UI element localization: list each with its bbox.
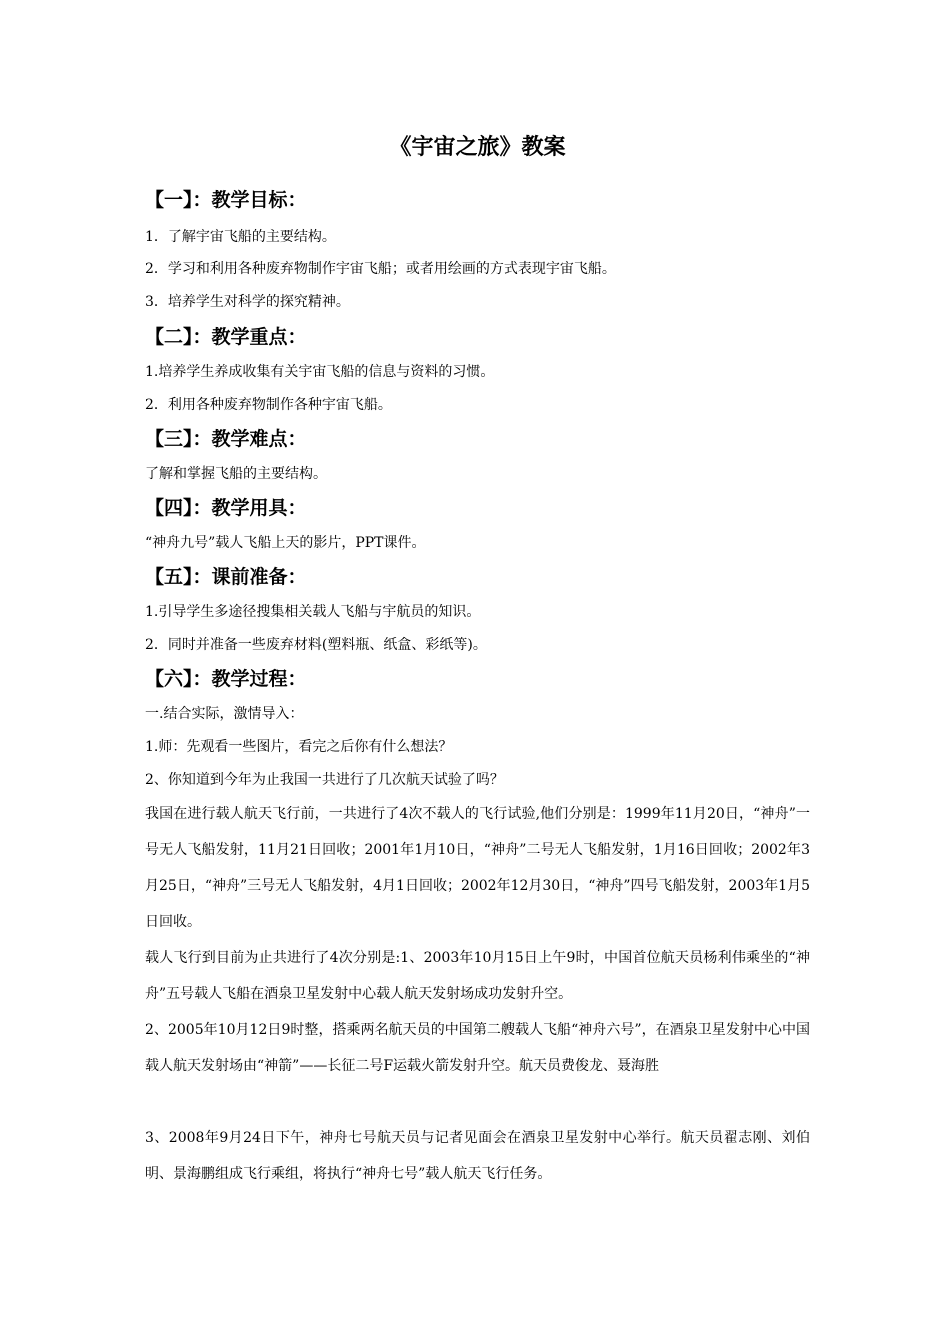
preparation-item: 1.引导学生多途径搜集相关载人飞船与宇航员的知识。: [145, 604, 481, 620]
section-heading-preparation: 【五】：课前准备：: [145, 566, 307, 588]
key-point-item: 2．利用各种废弃物制作各种宇宙飞船。: [145, 397, 392, 413]
objective-item: 1．了解宇宙飞船的主要结构。: [145, 229, 336, 245]
objective-item: 2．学习和利用各种废弃物制作宇宙飞船；或者用绘画的方式表现宇宙飞船。: [145, 261, 616, 277]
process-item: 2、你知道到今年为止我国一共进行了几次航天试验了吗？: [145, 772, 504, 788]
section-heading-objectives: 【一】：教学目标：: [145, 189, 307, 211]
process-item: 一.结合实际，激情导入：: [145, 706, 304, 722]
section-heading-key-points: 【二】：教学重点：: [145, 326, 307, 348]
difficulty-item: 了解和掌握飞船的主要结构。: [145, 466, 327, 482]
section-heading-teaching-process: 【六】：教学过程：: [145, 668, 307, 690]
section-heading-teaching-tools: 【四】：教学用具：: [145, 497, 307, 519]
objective-item: 3．培养学生对科学的探究精神。: [145, 294, 350, 310]
manned-flights-paragraph: 载人飞行到目前为止共进行了4次分别是:1、2003年10月15日上午9时，中国首位航天员杨利伟乘坐的“神舟”五号载人飞船在酒泉卫星发射中心载人航天发射场成功发射升空。: [145, 950, 810, 1002]
document-title: 《宇宙之旅》教案: [389, 135, 566, 160]
teaching-tool-item: “神舟九号”载人飞船上天的影片，PPT课件。: [145, 535, 426, 551]
key-point-item: 1.培养学生养成收集有关宇宙飞船的信息与资料的习惯。: [145, 364, 495, 380]
shenzhou-7-paragraph: 3、2008年9月24日下午，神舟七号航天员与记者见面会在酒泉卫星发射中心举行。航天员翟志刚、刘伯明、景海鹏组成飞行乘组，将执行“神舟七号”载人航天飞行任务。: [145, 1130, 810, 1182]
section-heading-difficulties: 【三】：教学难点：: [145, 428, 307, 450]
unmanned-flights-paragraph: 我国在进行载人航天飞行前，一共进行了4次不载人的飞行试验,他们分别是：1999年11月20日，“神舟”一号无人飞船发射，11月21日回收；2001年1月10日，“神舟”二号无人飞船发射，1月16日回收；2002年3月25日，“神舟”三号无人飞船发射，4月1日回收；2002年12月30日，“神舟”四号飞船发射，2003年1月5日回收。: [145, 806, 810, 930]
shenzhou-6-paragraph: 2、2005年10月12日9时整，搭乘两名航天员的中国第二艘载人飞船“神舟六号”，在酒泉卫星发射中心中国载人航天发射场由“神箭”——长征二号F运载火箭发射升空。航天员费俊龙、聂海胜: [145, 1022, 810, 1074]
preparation-item: 2．同时并准备一些废弃材料(塑料瓶、纸盒、彩纸等)。: [145, 637, 487, 653]
process-item: 1.师：先观看一些图片，看完之后你有什么想法？: [145, 739, 453, 755]
